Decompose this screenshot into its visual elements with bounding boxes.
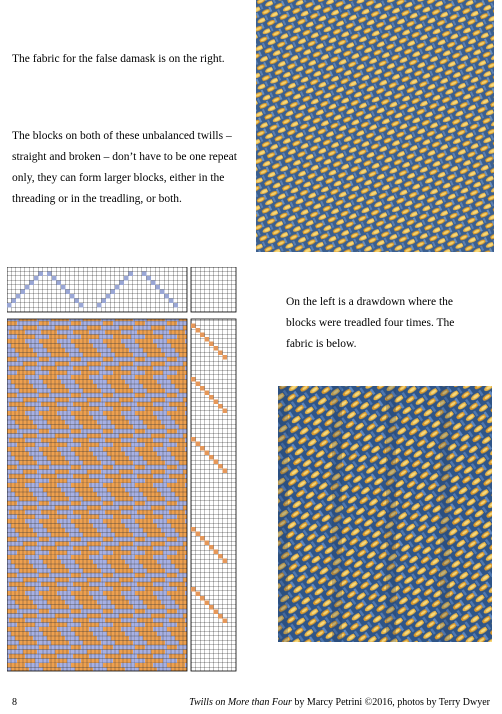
credit-text: by Marcy Petrini ©2016, photos by Terry Dwyer: [291, 697, 490, 708]
paragraph-false-damask: The fabric for the false damask is on the right.: [12, 53, 225, 65]
book-title: Twills on More than Four: [189, 697, 292, 708]
weaving-drawdown: [7, 267, 237, 672]
drawdown-grid: [7, 319, 187, 671]
tieup-grid: [191, 267, 236, 312]
fabric-photo-four-times: [278, 386, 492, 642]
footer-credit: [189, 697, 490, 708]
page-number: 8: [12, 697, 17, 708]
threading-grid: [7, 267, 187, 312]
fabric-photo-false-damask: [256, 0, 494, 252]
treadling-grid: [191, 319, 236, 671]
paragraph-drawdown-caption: On the left is a drawdown where the blocks were treadled four times. The fabric is below.: [286, 296, 455, 350]
paragraph-blocks: The blocks on both of these unbalanced twills – straight and broken – don’t have to be one repeat only, they can form larger blocks, either in the threading or in the treadling, or both.: [12, 130, 237, 205]
